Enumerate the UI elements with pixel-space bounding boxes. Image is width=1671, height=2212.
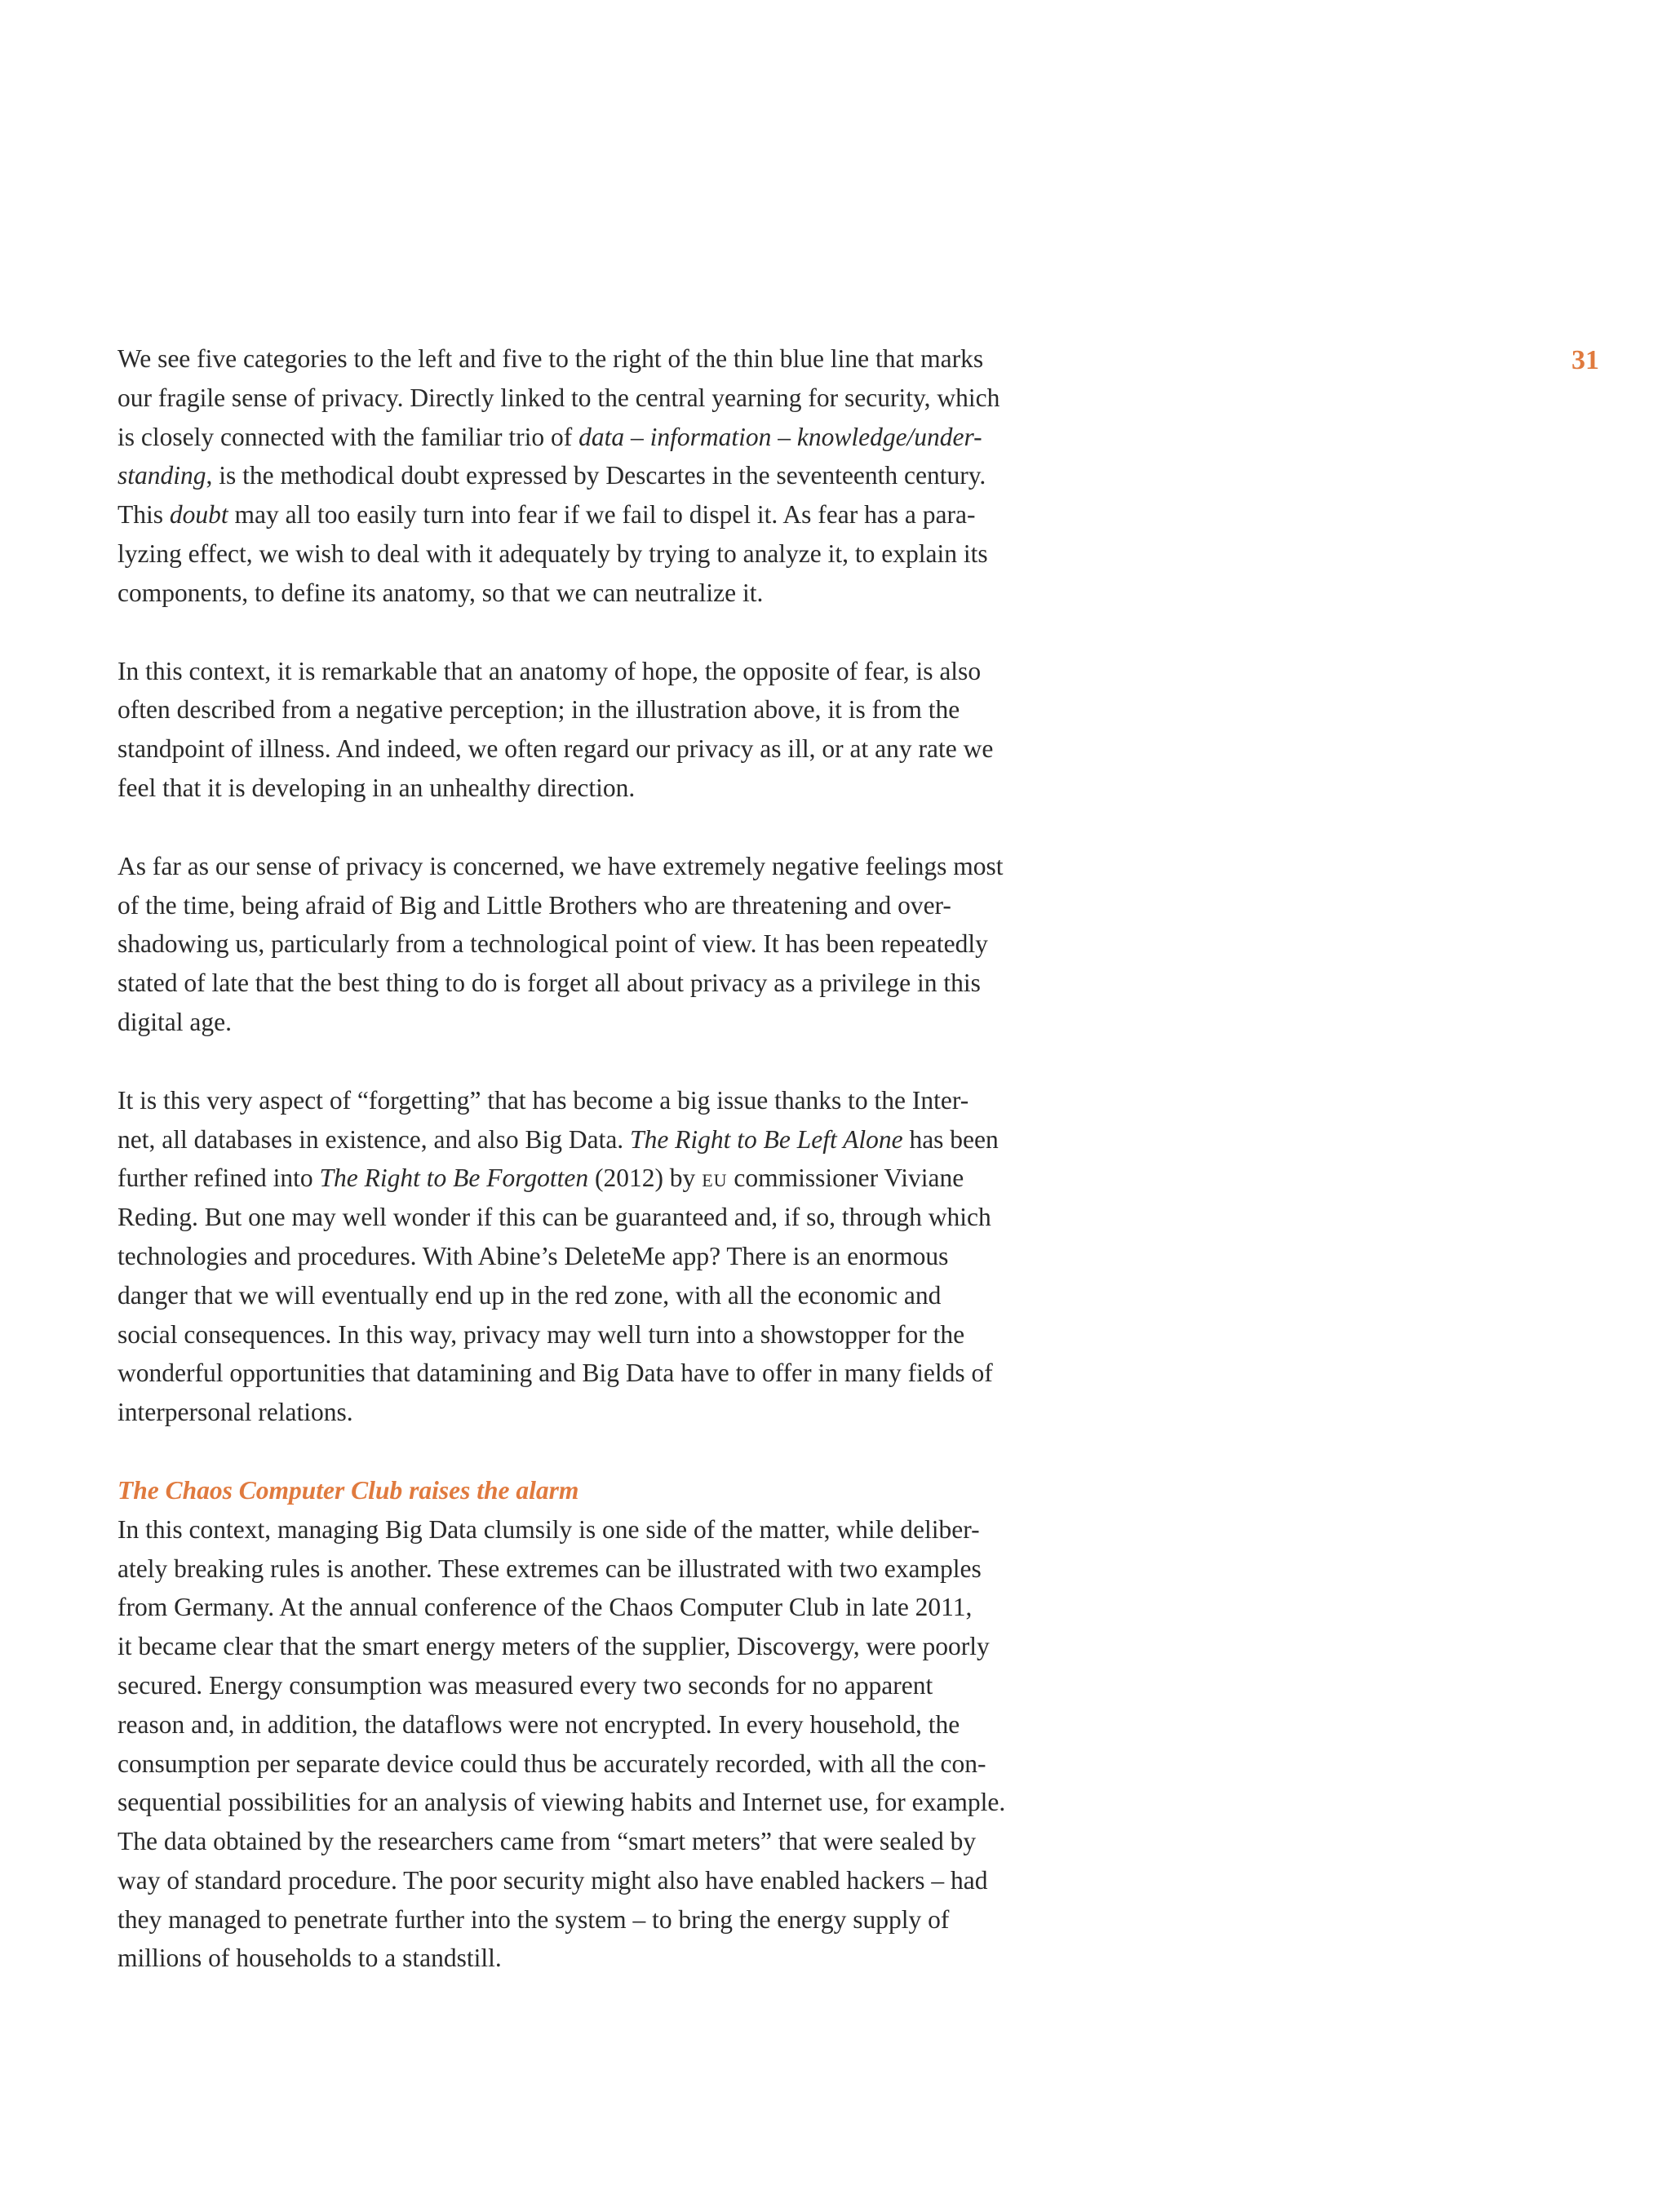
page-number: 31 bbox=[1571, 345, 1599, 375]
paragraph-5: In this context, managing Big Data clumsily is one side of the matter, while deliber- ately breaking rules is another. These extremes can be illustrated with two examples from Germany. At the annual conference of the Chaos Computer Club in late 2011, it became clear that the smart energy meters of the supplier, Discovergy, were poorly secured. Energy consumption was measured every two seconds for no apparent reason and, in addition, the dataflows were not encrypted. In every household, the consumption per separate device could thus be accurately recorded, with all the con- sequential possibilities for an analysis of viewing habits and Internet use, for example. The data obtained by the researchers came from “smart meters” that were sealed by way of standard procedure. The poor security might also have enabled hackers – had they managed to penetrate further into the system – to bring the energy supply of millions of households to a standstill. bbox=[117, 1514, 1006, 1973]
paragraph-1-italic-trio: data – information – knowledge/under- standing bbox=[117, 422, 982, 490]
paragraph-1-text-a: We see five categories to the left and five to the right of the thin blue line that marks our fragile sense of privacy. Directly linked to the central yearning for security, which is closely connected with the familiar trio of bbox=[117, 344, 1000, 451]
paragraph-1 bbox=[117, 339, 1113, 613]
paragraph-2: In this context, it is remarkable that an anatomy of hope, the opposite of fear, is also often described from a negative perception; in the illustration above, it is from the standpoint of illness. And indeed, we often regard our privacy as ill, or at any rate we feel that it is developing in an unhealthy direction. bbox=[117, 656, 994, 802]
paragraph-4 bbox=[117, 1081, 1113, 1432]
section-heading: The Chaos Computer Club raises the alarm bbox=[117, 1475, 579, 1505]
paragraph-1-text-c: may all too easily turn into fear if we fail to dispel it. As fear has a para- lyzing effect, we wish to deal with it adequately by trying to analyze it, to explain its components, to define its anatomy, so that we can neutralize it. bbox=[117, 500, 988, 607]
body-text bbox=[117, 339, 1113, 1978]
paragraph-4-text-d: commissioner Viviane Reding. But one may well wonder if this can be guaranteed and, if so, through which technologies and procedures. With Abine’s DeleteMe app? There is an enormous danger that we will eventually end up in the red zone, with all the economic and social consequences. In this way, privacy may well turn into a showstopper for the wonderful opportunities that datamining and Big Data have to offer in many fields of interpersonal relations. bbox=[117, 1164, 993, 1427]
paragraph-3: As far as our sense of privacy is concerned, we have extremely negative feelings most of the time, being afraid of Big and Little Brothers who are threatening and over- shadowing us, particularly from a technological point of view. It has been repeatedly stated of late that the best thing to do is forget all about privacy as a privilege in this digital age. bbox=[117, 851, 1004, 1036]
paragraph-1-italic-doubt: doubt bbox=[169, 500, 228, 530]
paragraph-1-text-b: , is the methodical doubt expressed by Descartes in the seventeenth century. This bbox=[117, 461, 986, 530]
paragraph-4-eu-smallcaps: eu bbox=[702, 1164, 728, 1193]
paragraph-4-italic-forgotten: The Right to Be Forgotten bbox=[319, 1164, 589, 1193]
paragraph-4-text-b: has been further refined into bbox=[117, 1124, 999, 1193]
paragraph-4-text-a: It is this very aspect of “forgetting” that has become a big issue thanks to the Inter- net, all databases in existence, and also Big Data. bbox=[117, 1085, 969, 1154]
paragraph-4-text-c: (2012) by bbox=[588, 1164, 703, 1193]
paragraph-4-italic-left-alone: The Right to Be Left Alone bbox=[630, 1124, 903, 1154]
